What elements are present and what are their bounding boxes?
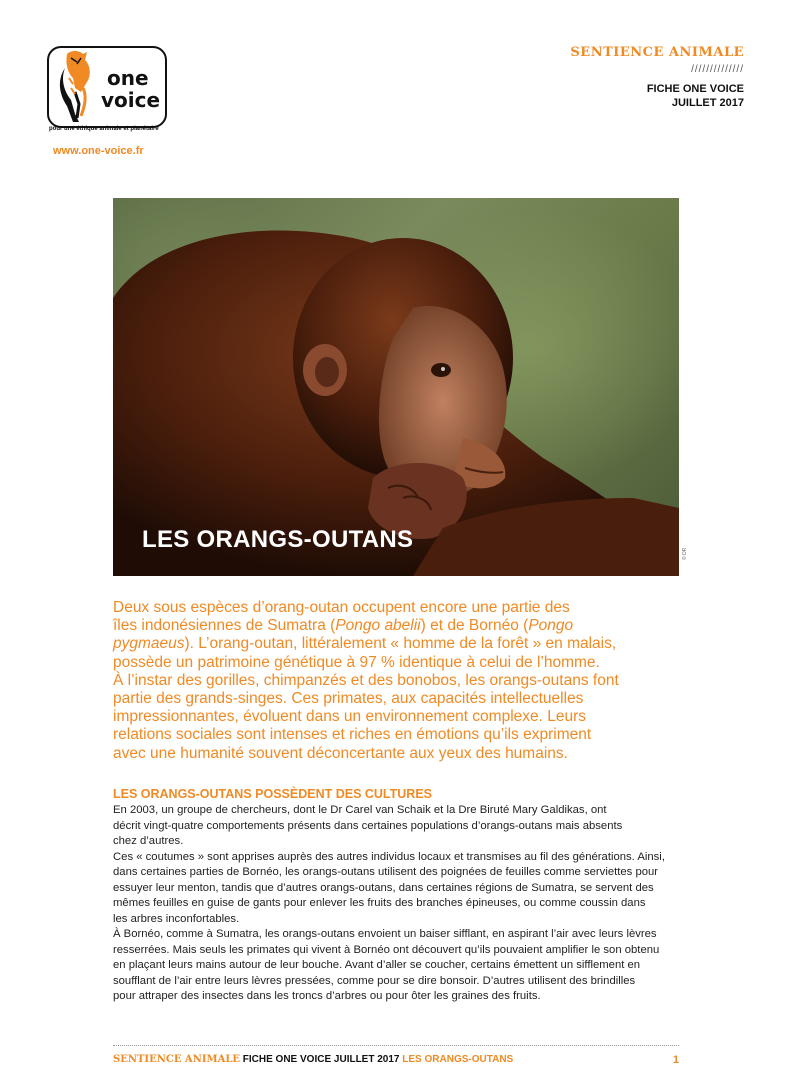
- intro-line: possède un patrimoine génétique à 97 % identique à celui de l’homme.: [113, 653, 600, 671]
- logo-word-one: one: [107, 66, 149, 90]
- intro-line: îles indonésiennes de Sumatra (Pongo abelii) et de Bornéo (Pongo: [113, 617, 574, 635]
- footer-divider: [113, 1045, 679, 1046]
- intro-paragraph: [113, 599, 703, 763]
- intro-line: avec une humanité souvent déconcertante aux yeux des humains.: [113, 744, 568, 762]
- page-number: 1: [672, 1054, 679, 1066]
- header-doc-line2: JUILLET 2017: [671, 97, 744, 109]
- website-link[interactable]: www.one-voice.fr: [53, 145, 144, 157]
- body-line: mêmes feuilles en guise de gants pour enlever les fruits des branches épineuses, ou comme coussin dans: [113, 897, 646, 909]
- header-divider: //////////////: [691, 64, 744, 75]
- body-line: resserrées. Mais seuls les primates qui vivent à Bornéo ont découvert qu’ils pouvaient amplifier le son obtenu: [113, 943, 660, 956]
- header-doc-line1: FICHE ONE VOICE: [646, 83, 744, 95]
- orangutan-illustration: [113, 198, 679, 576]
- section-body: [113, 803, 688, 1005]
- body-line: soufflant de l’air entre leurs lèvres pressées, comme pour se dire bonsoir. D’autres utilisent des brindilles: [113, 974, 636, 987]
- intro-line: pygmaeus). L’orang-outan, littéralement « homme de la forêt » en malais,: [113, 635, 617, 653]
- intro-line: relations sociales sont intenses et riches en émotions qu’ils expriment: [113, 726, 592, 744]
- one-voice-logo: [47, 46, 167, 128]
- body-line: essuyer leur menton, tandis que d’autres orangs-outans, dans certaines régions de Sumatra, se servent des: [113, 881, 654, 894]
- body-line: dans certaines parties de Bornéo, les orangs-outans utilisent des poignées de feuilles comme serviettes pour: [113, 866, 659, 878]
- hero-photo-orangutan: [113, 198, 679, 576]
- intro-line: partie des grands-singes. Ces primates, aux capacités intellectuelles: [113, 690, 584, 708]
- body-line: en plaçant leurs mains autour de leur bouche. Avant d’aller se coucher, certains émettent un sifflement en: [113, 959, 641, 971]
- body-line: À Bornéo, comme à Sumatra, les orangs-outans envoient un baiser sifflant, en aspirant l’air avec leurs lèvres: [113, 928, 657, 940]
- footer-doc: FICHE ONE VOICE JUILLET 2017: [242, 1054, 400, 1065]
- footer-title: LES ORANGS-OUTANS: [402, 1054, 514, 1065]
- body-line: chez d’autres.: [113, 835, 184, 847]
- body-line: En 2003, un groupe de chercheurs, dont le Dr Carel van Schaik et la Dre Biruté Mary Galdikas, ont: [113, 804, 607, 816]
- document-header: [570, 45, 744, 110]
- header-category: SENTIENCE ANIMALE: [570, 45, 744, 60]
- body-line: les arbres inconfortables.: [113, 912, 240, 925]
- logo-word-voice: voice: [101, 88, 161, 112]
- tiger-face-icon: [57, 48, 105, 126]
- page-footer: [113, 1054, 679, 1065]
- body-line: pour attraper des insectes dans les troncs d’arbres ou pour ôter les graines des fruits.: [113, 990, 541, 1002]
- section-heading: LES ORANGS-OUTANS POSSÈDENT DES CULTURES: [113, 787, 433, 801]
- intro-line: impressionnantes, évoluent dans un environnement complexe. Leurs: [113, 708, 587, 726]
- logo-tagline: pour une éthique animale et planétaire: [49, 126, 159, 132]
- photo-credit: © DR: [682, 547, 688, 560]
- body-line: décrit vingt-quatre comportements présents dans certaines populations d’orangs-outans mais absents: [113, 819, 623, 832]
- intro-line: À l’instar des gorilles, chimpanzés et des bonobos, les orangs-outans font: [113, 671, 619, 689]
- hero-title: LES ORANGS-OUTANS: [142, 526, 414, 553]
- footer-category: SENTIENCE ANIMALE: [113, 1054, 240, 1065]
- intro-line: Deux sous espèces d’orang-outan occupent encore une partie des: [113, 599, 570, 616]
- body-line: Ces « coutumes » sont apprises auprès des autres individus locaux et transmises au fil des générations. Ainsi,: [113, 850, 665, 863]
